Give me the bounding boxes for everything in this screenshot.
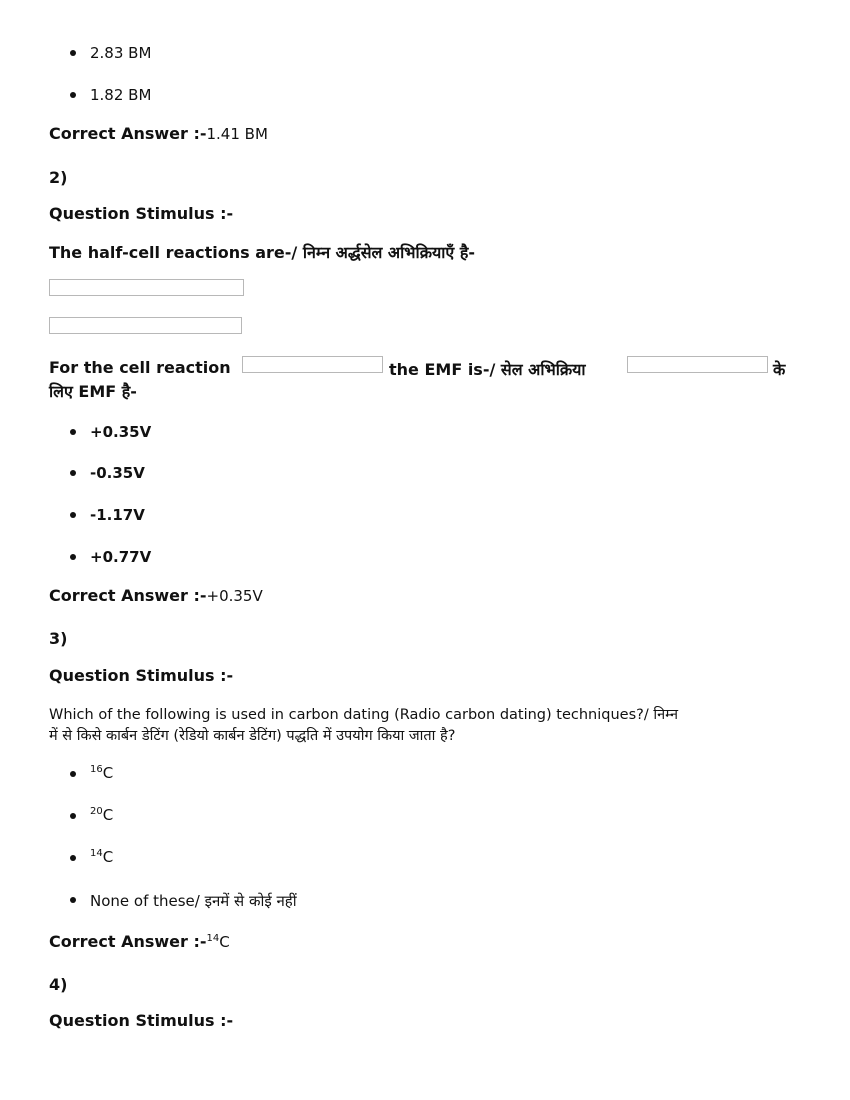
bullet-icon <box>70 554 76 560</box>
correct-answer-label: Correct Answer :- <box>49 586 207 605</box>
q2-option-4: +0.77V <box>90 548 152 566</box>
correct-answer-value: 1.41 BM <box>206 125 268 143</box>
q2-line-c: के <box>773 360 786 379</box>
equation-image-2 <box>49 317 242 334</box>
q1-option-2: 1.82 BM <box>90 86 152 104</box>
bullet-icon <box>70 470 76 476</box>
q3-option-3: $^{14}$C <box>90 848 114 866</box>
q1-correct-answer <box>49 124 268 143</box>
q3-correct-answer <box>49 932 230 951</box>
correct-answer-value: +0.35V <box>206 587 263 605</box>
q2-stimulus-label: Question Stimulus :- <box>49 204 234 223</box>
q3-option-4: None of these/ इनमें से कोई नहीं <box>90 892 297 910</box>
correct-answer-label: Correct Answer :- <box>49 124 207 143</box>
q2-correct-answer <box>49 586 263 605</box>
q3-stimulus-label: Question Stimulus :- <box>49 666 234 685</box>
q3-number: 3) <box>49 629 68 648</box>
correct-answer-value: C <box>219 933 230 951</box>
bullet-icon <box>70 897 76 903</box>
q2-line-b: the EMF is-/ सेल अभिक्रिया <box>389 360 586 379</box>
q3-question-line-2: में से किसे कार्बन डेटिंग (रेडियो कार्बन डेटिंग) पद्धति में उपयोग किया जाता है? <box>49 728 456 744</box>
q2-line-d: लिए EMF है- <box>49 382 137 401</box>
equation-image-1 <box>49 279 244 296</box>
q2-number: 2) <box>49 168 68 187</box>
bullet-icon <box>70 855 76 861</box>
bullet-icon <box>70 92 76 98</box>
q3-option-2: $^{20}$C <box>90 806 114 824</box>
bullet-icon <box>70 813 76 819</box>
bullet-icon <box>70 50 76 56</box>
q2-option-2: -0.35V <box>90 464 145 482</box>
q1-option-1: 2.83 BM <box>90 44 152 62</box>
bullet-icon <box>70 771 76 777</box>
bullet-icon <box>70 429 76 435</box>
correct-answer-label: Correct Answer :- <box>49 932 207 951</box>
q2-intro: The half-cell reactions are-/ निम्न अर्द्धसेल अभिक्रियाएँ है- <box>49 243 475 262</box>
cell-reaction-image-2 <box>627 356 768 373</box>
q2-line-a: For the cell reaction <box>49 358 231 377</box>
q4-number: 4) <box>49 975 68 994</box>
q2-option-3: -1.17V <box>90 506 145 524</box>
q3-question-line-1: Which of the following is used in carbon dating (Radio carbon dating) techniques?/ निम्न <box>49 707 679 723</box>
cell-reaction-image <box>242 356 383 373</box>
bullet-icon <box>70 512 76 518</box>
q3-option-1: $^{16}$C <box>90 764 114 782</box>
correct-answer-sup: 14 <box>206 933 220 944</box>
q2-option-1: +0.35V <box>90 423 152 441</box>
q4-stimulus-label: Question Stimulus :- <box>49 1011 234 1030</box>
